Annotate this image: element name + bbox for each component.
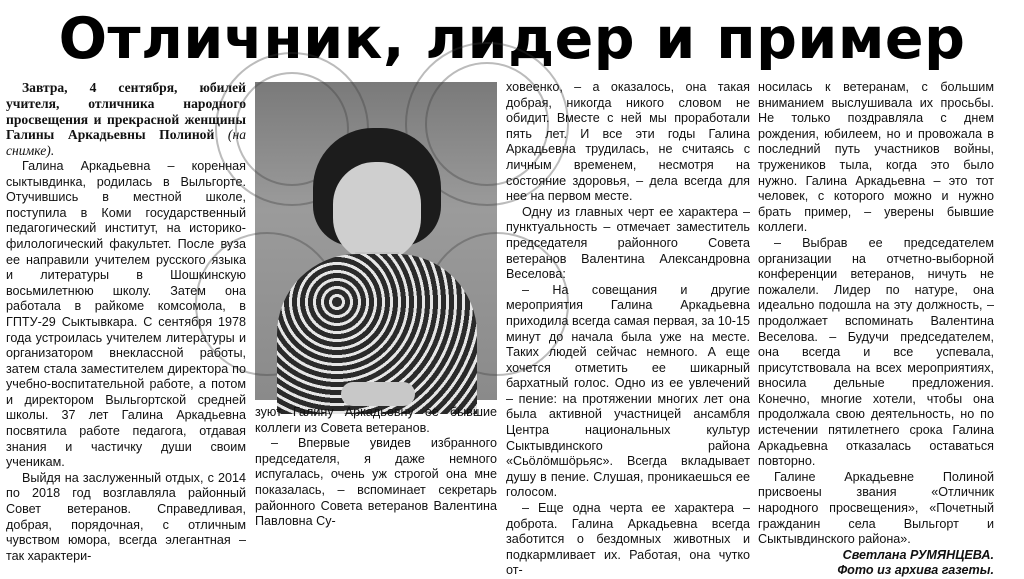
paragraph: – Впервые увидев избранного председателя, я даже немного испугалась, очень уж строгой она мне показалась, – вспоминает секретарь районного Совета ветеранов Валентина Павловна Су- xyxy=(255,436,497,529)
lead-photo-caption: (на снимке). xyxy=(6,127,246,159)
paragraph: – Выбрав ее председателем организации на отчетно-выборной конференции ветеранов, ничуть не пожалели. Лидер по натуре, она идеально подошла на эту должность, – продолжает вспоминать Валентина Веселова. – Будучи председателем, она всегда и все успевала, присутствовала на всех мероприятиях, вносила дельные предложения. Конечно, многие хотели, чтобы она продолжала свою деятельность, но по истечении пятилетнего срока Галина Аркадьевна отказалась оставаться повторно. xyxy=(758,235,994,469)
article-column-4 xyxy=(758,80,994,578)
article-column-2 xyxy=(255,405,497,529)
article-headline: Отличник, лидер и пример xyxy=(58,6,966,72)
paragraph: зуют Галину Аркадьевну ее бывшие коллеги из Совета ветеранов. xyxy=(255,405,497,435)
portrait-face xyxy=(333,162,421,262)
author-signature: Светлана РУМЯНЦЕВА. xyxy=(842,547,994,562)
lead-text: Завтра, 4 сентября, юбилей учителя, отличника народного просвещения и прекрасной женщины Галины Аркадьевны Полиной xyxy=(6,80,246,143)
paragraph: – На совещания и другие мероприятия Галина Аркадьевна приходила всегда самая первая, за 10-15 минут до начала была уже на месте. Таких людей сейчас немного. А еще хочется отметить ее шикарный бархатный голос. Одно из ее увлечений – пение: на протяжении многих лет она была активной участницей ансамбля Центра национальных культур Сыктывдинского района «Сьӧлӧмшӧрьяс». Всегда вкладывает душу в пение. Слушая, проникаешься ее голосом. xyxy=(506,282,750,500)
paragraph: Выйдя на заслуженный отдых, с 2014 по 2018 год возглавляла районный Совет ветеранов. Справедливая, добрая, порядочная, с отличным чувством юмора, всегда элегантная – так характери- xyxy=(6,470,246,563)
article-lead xyxy=(6,80,246,159)
portrait-photo xyxy=(255,82,497,400)
paragraph: Галине Аркадьевне Полиной присвоены звания «Отличник народного просвещения», «Почетный гражданин села Выльгорт и Сыктывдинского района». xyxy=(758,469,994,547)
portrait-hands xyxy=(341,382,415,406)
paragraph: носилась к ветеранам, с большим вниманием выслушивала их просьбы. Не только поздравляла с днем рождения, юбилеем, но и провожала в последний путь участников войны, тружеников тыла, когда это было нужно. Галина Аркадьевна – это тот человек, с которого можно и нужно брать пример, – уверены бывшие коллеги. xyxy=(758,80,994,235)
photo-credit: Фото из архива газеты. xyxy=(837,563,994,578)
paragraph: Галина Аркадьевна – коренная сыктывдинка, родилась в Выльгорте. Отучившись в местной школе, поступила в Коми государственный педагогический институт, на историко-филологический факультет. После вуза ее направили учителем русского языка и литературы в Шошкинскую восьмилетнюю школу. Затем она работала в райкоме комсомола, в ГПТУ-29 Сыктывкара. С сентября 1978 года устроилась учителем литературы и организатором внеклассной работы, затем стала заместителем директора по учебно-воспитательной работе, а потом и директором Выльгортской средней школы. 37 лет Галина Аркадьевна посвятила работе педагога, отдавая знания и частичку души своим ученикам. xyxy=(6,158,246,470)
paragraph: – Еще одна черта ее характера – доброта. Галина Аркадьевна всегда заботится о бездомных животных и подкармливает их. Работая, она чутко от- xyxy=(506,501,750,578)
paragraph: ховеенко, – а оказалось, она такая добрая, никогда никого словом не обидит. Вместе с ней мы проработали пять лет. И все эти годы Галина Аркадьевна трудилась, не считаясь с личным временем, несмотря на состояние здоровья, – дела всегда для нее на первом месте. xyxy=(506,80,750,204)
paragraph: Одну из главных черт ее характера – пунктуальность – отмечает заместитель председателя районного Совета ветеранов Валентина Александровна Веселова: xyxy=(506,204,750,282)
article-column-3 xyxy=(506,80,750,578)
